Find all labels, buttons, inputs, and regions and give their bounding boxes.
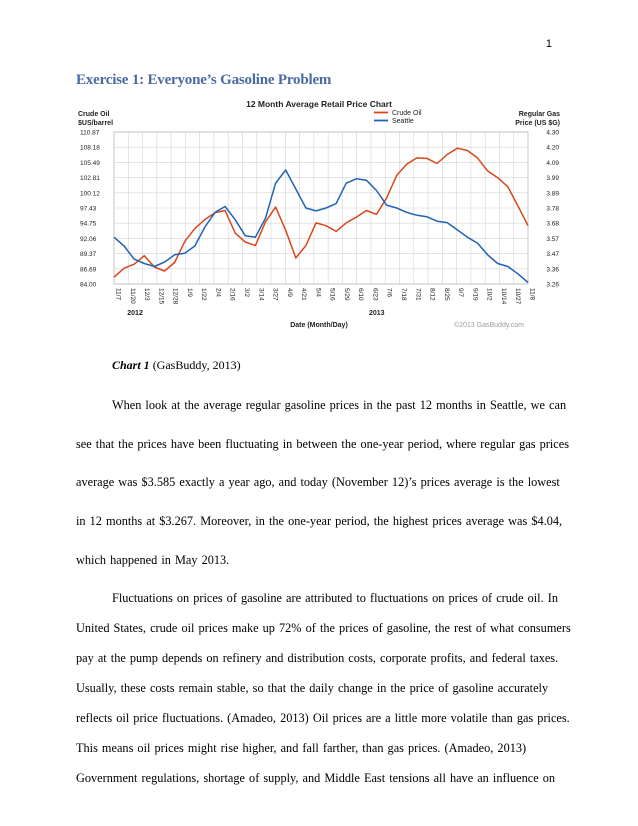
right-tick-label: 3.47: [546, 251, 559, 259]
left-tick-label: 92.06: [80, 235, 97, 243]
x-tick-label: 5/4: [314, 288, 322, 298]
x-tick-label: 6/23: [371, 288, 379, 301]
right-tick-label: 3.36: [546, 266, 559, 274]
caption-label: Chart 1: [112, 358, 150, 372]
x-tick-label: 3/14: [257, 288, 265, 301]
x-tick-label: 12/3: [143, 288, 151, 301]
x-tick-label: 2/16: [228, 288, 236, 301]
x-tick-label: 11/8: [528, 288, 536, 301]
x-tick-label: 8/12: [428, 288, 436, 301]
right-tick-label: 4.30: [546, 129, 559, 137]
x-tick-label: 5/29: [342, 288, 350, 301]
left-axis-label: Crude Oil: [78, 111, 110, 118]
right-tick-label: 3.26: [546, 281, 559, 289]
x-tick-label: 10/27: [514, 288, 522, 305]
x-tick-label: 12/28: [171, 288, 179, 305]
x-tick-label: 1/9: [185, 288, 193, 298]
paragraph-line: see that the prices have been fluctuating in between the one-year period, where regular gas prices: [76, 437, 569, 451]
page-number: 1: [545, 38, 552, 50]
right-tick-label: 3.89: [546, 190, 559, 198]
x-tick-label: 5/16: [328, 288, 336, 301]
right-tick-label: 3.99: [546, 175, 559, 183]
x-tick-label: 11/20: [128, 288, 136, 304]
watermark: ©2013 GasBuddy.com: [453, 322, 524, 329]
x-tick-label: 6/10: [357, 288, 365, 301]
x-tick-label: 1/22: [200, 288, 208, 301]
x-tick-label: 4/9: [285, 288, 293, 298]
left-tick-label: 102.81: [80, 175, 100, 183]
x-tick-label: 9/19: [471, 288, 479, 301]
right-tick-label: 3.68: [546, 220, 559, 228]
paragraph-line: Government regulations, shortage of supply, and Middle East tensions all have an influence on: [76, 771, 556, 785]
right-axis-label: Regular Gas: [518, 111, 560, 118]
x-tick-label: 10/14: [499, 288, 507, 305]
paragraph-line: in 12 months at $3.267. Moreover, in the one-year period, the highest prices average was $4.04,: [76, 514, 563, 528]
x-tick-label: 7/31: [414, 288, 422, 301]
x-tick-label: 12/15: [157, 288, 165, 305]
section-heading: Exercise 1: Everyone’s Gasoline Problem: [76, 72, 332, 88]
left-tick-label: 105.49: [80, 159, 100, 167]
x-tick-label: 3/2: [242, 288, 250, 298]
x-tick-label: 3/27: [271, 288, 279, 301]
chart-title: 12 Month Average Retail Price Chart: [246, 99, 392, 109]
chart-svg: [76, 96, 563, 336]
left-tick-label: 97.43: [80, 205, 97, 213]
paragraph-line: Fluctuations on prices of gasoline are attributed to fluctuations on prices of crude oil. In: [112, 591, 558, 605]
legend-entry: Seattle: [392, 118, 414, 125]
right-tick-label: 4.20: [546, 144, 559, 152]
paragraph-line: reflects oil price fluctuations. (Amadeo, 2013) Oil prices are a little more volatile than gas prices.: [76, 711, 570, 725]
left-tick-label: 94.75: [80, 220, 97, 228]
x-axis-label: Date (Month/Day): [290, 322, 348, 329]
caption-source: (GasBuddy, 2013): [152, 358, 241, 372]
right-tick-label: 3.57: [546, 235, 559, 243]
paragraph-line: pay at the pump depends on refinery and distribution costs, corporate profits, and federal taxes.: [76, 651, 559, 665]
x-tick-label: 8/25: [442, 288, 450, 301]
left-tick-label: 89.37: [80, 251, 97, 259]
year-label: 2012: [127, 310, 143, 317]
paragraph-line: Usually, these costs remain stable, so that the daily change in the price of gasoline accurately: [76, 681, 549, 695]
left-tick-label: 110.87: [80, 129, 100, 137]
price-chart: [76, 96, 563, 336]
legend-entry: Crude Oil: [392, 110, 422, 117]
right-axis-label: Price (US $G): [515, 120, 560, 127]
right-tick-label: 3.78: [546, 205, 559, 213]
x-tick-label: 10/2: [485, 288, 493, 301]
paragraph-line: United States, crude oil prices make up 72% of the prices of gasoline, the rest of what consumers: [76, 621, 571, 635]
x-tick-label: 9/7: [457, 288, 465, 298]
x-tick-label: 2/4: [214, 288, 222, 298]
x-tick-label: 7/6: [385, 288, 393, 298]
paragraph-line: average was $3.585 exactly a year ago, and today (November 12)’s prices average is the lowest: [76, 475, 560, 489]
x-tick-label: 4/21: [300, 288, 308, 301]
year-label: 2013: [368, 310, 385, 317]
left-tick-label: 86.69: [80, 266, 97, 274]
paragraph-line: When look at the average regular gasoline prices in the past 12 months in Seattle, we can: [112, 398, 567, 412]
x-tick-label: 11/7: [114, 288, 122, 301]
paragraph-line: This means oil prices might rise higher, and fall farther, than gas prices. (Amadeo, 2013): [76, 741, 527, 755]
x-tick-label: 7/18: [400, 288, 408, 301]
left-axis-label: $US/barrel: [78, 120, 114, 127]
left-tick-label: 108.18: [80, 144, 100, 152]
left-tick-label: 100.12: [80, 190, 100, 198]
right-tick-label: 4.09: [546, 159, 559, 167]
left-tick-label: 84.00: [80, 281, 97, 289]
paragraph-line: which happened in May 2013.: [76, 553, 230, 567]
chart-caption: [112, 358, 241, 373]
